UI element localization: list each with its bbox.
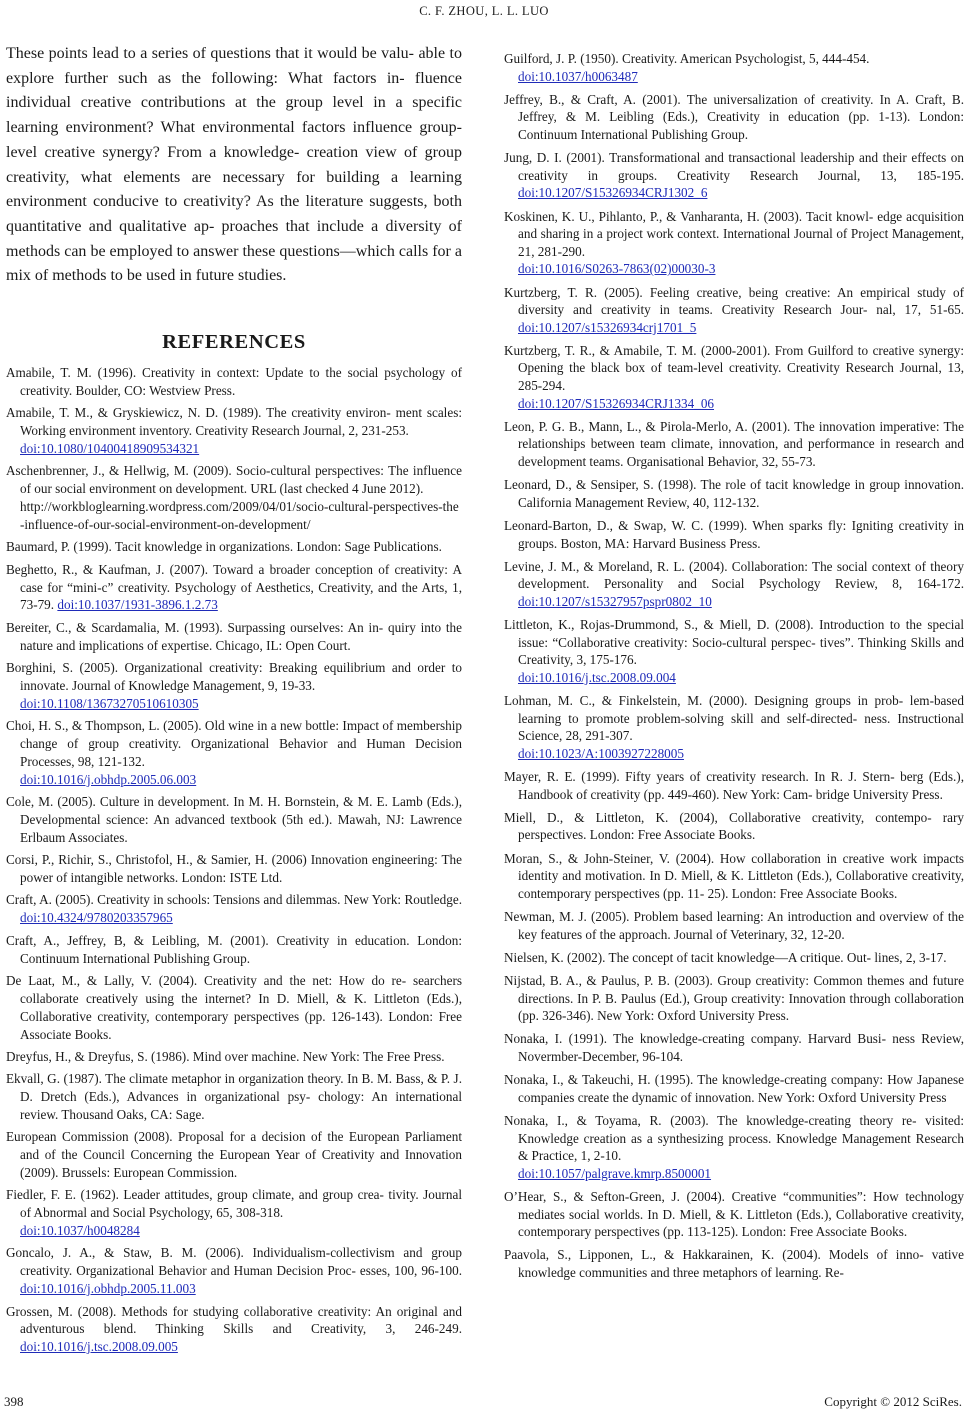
running-head: C. F. ZHOU, L. L. LUO [419, 4, 549, 18]
reference-text: Mayer, R. E. (1999). Fifty years of creativity research. In R. J. Stern- berg (Eds.), Handbook of creativity (pp. 449-460). New York: Cam- bridge University Press. [504, 769, 964, 802]
reference-text: Amabile, T. M. (1996). Creativity in context: Update to the social psychology of creativity. Boulder, CO: Westview Press. [6, 365, 462, 398]
reference-item [504, 949, 964, 967]
reference-text: Baumard, P. (1999). Tacit knowledge in organizations. London: Sage Publications. [6, 539, 442, 555]
reference-text: Jeffrey, B., & Craft, A. (2001). The universalization of creativity. In A. Craft, B. Jeffrey, & M. Leibling (Eds.), Creativity in education (pp. 1-13). London: Continuum International Publishing Group. [504, 91, 964, 142]
reference-item [504, 1112, 964, 1182]
reference-text: Kurtzberg, T. R., & Amabile, T. M. (2000-2001). From Guilford to creative synergy: Opening the black box of team-level creativity. Creativity Research Journal, 13, 285-294. [504, 342, 964, 394]
page-number: 398 [4, 1394, 24, 1409]
reference-item [504, 768, 964, 803]
references-list-right [504, 50, 964, 1281]
reference-item [6, 561, 462, 615]
reference-item [6, 1244, 462, 1298]
doi-link[interactable]: doi:10.1016/j.obhdp.2005.11.003 [20, 1281, 196, 1297]
reference-text: Nielsen, K. (2002). The concept of tacit knowledge—A critique. Out- lines, 2, 3-17. [504, 949, 947, 965]
reference-item [6, 851, 462, 887]
reference-item [6, 1128, 462, 1182]
reference-item [504, 476, 964, 511]
doi-link[interactable]: doi:10.1057/palgrave.kmrp.8500001 [518, 1165, 712, 1181]
reference-item [504, 1188, 964, 1241]
reference-item [504, 616, 964, 686]
reference-text: Leonard-Barton, D., & Swap, W. C. (1999). When sparks fly: Igniting creativity in groups. Boston, MA: Harvard Business Press. [504, 518, 964, 551]
reference-text: Nijstad, B. A., & Paulus, P. B. (2003). Group creativity: Common themes and future directions. In P. B. Paulus (Ed.), Group creativity: Innovation through collaboration (pp. 326-346). New York: Oxford University Press. [504, 973, 964, 1024]
reference-text: Jung, D. I. (2001). Transformational and transactional leadership and their effects on creativity in groups. Creativity Research Journal, 13, 185-195. [504, 150, 964, 183]
doi-link[interactable]: doi:10.1016/j.obhdp.2005.06.003 [20, 771, 197, 787]
reference-text: Levine, J. M., & Moreland, R. L. (2004). Collaboration: The social context of theory development. Personality and Social Psychology Review, 8, 164-172. [504, 558, 964, 592]
doi-link[interactable]: doi:10.1016/S0263-7863(02)00030-3 [518, 261, 716, 277]
reference-text: O’Hear, S., & Sefton-Green, J. (2004). Creative “communities”: How technology mediates social worlds. In D. Miell, & K. Littleton (Eds.), Collaborative creativity, contemporary perspectives (pp. 113-125). London: Free Associate Books. [504, 1188, 964, 1240]
reference-text: Goncalo, J. A., & Staw, B. M. (2006). Individualism-collectivism and group creativity. Organizational Behavior and Human Decision Proc- esses, 100, 96-100. [6, 1245, 462, 1279]
copyright-notice: Copyright © 2012 SciRes. [824, 1394, 962, 1409]
reference-text: Fiedler, F. E. (1962). Leader attitudes, group climate, and group crea- tivity. Journal of Abnormal and Social Psychology, 65, 308-318. [6, 1187, 462, 1221]
reference-text: Borghini, S. (2005). Organizational creativity: Breaking equilibrium and order to innovate. Journal of Knowledge Management, 9, 19-33. [6, 659, 462, 693]
reference-text: Leon, P. G. B., Mann, L., & Pirola-Merlo, A. (2001). The innovation imperative: The relationships between team climate, innovation, and performance in research and development teams. Organisational Behavior, 32, 55-73. [504, 418, 964, 470]
reference-item [504, 692, 964, 762]
reference-text: Miell, D., & Littleton, K. (2004), Collaborative creativity, contempo- rary perspectives. London: Free Associate Books. [504, 809, 964, 843]
reference-item [6, 932, 462, 968]
reference-item [6, 891, 462, 927]
reference-text: De Laat, M., & Lally, V. (2004). Creativity and the net: How do re- searchers collaborate creatively using the internet? In D. Miell, & K. Littleton (Eds.), Collaborative creativity, contemporary perspectives (pp. 126-143). London: Free Associate Books. [6, 972, 462, 1042]
reference-text: Corsi, P., Richir, S., Christofol, H., & Samier, H. (2006) Innovation engineering: The power of intangible networks. London: ISTE Ltd. [6, 852, 462, 886]
reference-text: Paavola, S., Lipponen, L., & Hakkarainen, K. (2004). Models of inno- vative knowledge communities and three metaphors of learning. Re- [504, 1247, 964, 1280]
references-list-left [6, 364, 462, 1356]
reference-text: Newman, M. J. (2005). Problem based learning: An introduction and overview of the key features of the approach. Journal of Veterinary, 32, 12-20. [504, 909, 964, 942]
reference-item [6, 462, 462, 534]
reference-text: Leonard, D., & Sensiper, S. (1998). The role of tacit knowledge in group innovation. California Management Review, 40, 112-132. [504, 477, 964, 510]
doi-link[interactable]: doi:10.1023/A:1003927228005 [518, 745, 684, 761]
doi-link[interactable]: doi:10.1080/10400418909534321 [20, 441, 200, 457]
body-paragraph: These points lead to a series of questions that it would be valu- able to explore further such as the following: What factors in- fluence individual creative contributions at the group level in a specific learning environment? What environmental factors influence group-level creative synergy? From a knowledge- creation view of group creativity, what elements are necessary for building a learning environment conducive to creativity? As the literature suggests, both quantitative and qualitative ap- proaches that include a diversity of methods can be employed to answer these questions—which calls for a mix of methods to be used in future studies. [6, 45, 462, 285]
reference-item [504, 850, 964, 903]
reference-text: Koskinen, K. U., Pihlanto, P., & Vanharanta, H. (2003). Tacit knowl- edge acquisition and sharing in a project work context. International Journal of Project Management, 21, 281-290. [504, 208, 964, 259]
reference-text: Aschenbrenner, J., & Hellwig, M. (2009). Socio-cultural perspectives: The influence of our social environment on development. URL (last checked 4 June 2012). [6, 463, 462, 497]
reference-text: Moran, S., & John-Steiner, V. (2004). How collaboration in creative work impacts identity and motivation. In D. Miell, & K. Littleton (Eds.), Collaborative creativity, contemporary perspectives (pp. 11- 25). London: Free Associate Books. [504, 850, 964, 901]
left-column [6, 42, 462, 1361]
doi-link[interactable]: doi:10.1108/13673270510610305 [20, 695, 199, 711]
reference-item [504, 558, 964, 611]
doi-link[interactable]: doi:10.1207/s15326934crj1701_5 [518, 319, 697, 335]
reference-text: Littleton, K., Rojas-Drummond, S., & Miell, D. (2008). Introduction to the special issue: “Collaborative creativity: Socio-cultural perspec- tives”. Thinking Skills and Creativity, 3, 175-176. [504, 617, 964, 668]
reference-text: Guilford, J. P. (1950). Creativity. American Psychologist, 5, 444-454. [504, 51, 870, 66]
reference-item [6, 1070, 462, 1124]
reference-text: Choi, H. S., & Thompson, L. (2005). Old wine in a new bottle: Impact of membership change of group creativity. Organizational Behavior and Human Decision Processes, 98, 121-132. [6, 718, 462, 769]
reference-text: Nonaka, I., & Toyama, R. (2003). The knowledge-creating theory re- visited: Knowledge creation as a synthesizing process. Knowledge Management Research & Practice, 1, 2-10. [504, 1112, 964, 1164]
reference-item [6, 793, 462, 847]
doi-link[interactable]: doi:10.1016/j.tsc.2008.09.005 [20, 1339, 178, 1355]
reference-item [6, 1303, 462, 1357]
reference-item [6, 1048, 462, 1066]
reference-text: Nonaka, I. (1991). The knowledge-creating company. Harvard Busi- ness Review, Novermber-December, 96-104. [504, 1031, 964, 1064]
doi-link[interactable]: doi:10.1207/S15326934CRJ1334_06 [518, 395, 715, 411]
reference-item [6, 1186, 462, 1240]
reference-item [504, 1071, 964, 1106]
reference-text: European Commission (2008). Proposal for a decision of the European Parliament and of the Council Concerning the European Year of Creativity and Innovation (2009). Brussels: European Commission. [6, 1129, 462, 1181]
reference-text: Ekvall, G. (1987). The climate metaphor in organization theory. In B. M. Bass, & P. J. D. Dretch (Eds.), Advances in organizational psy- chology: An international review. Thousand Oaks, CA: Sage. [6, 1071, 462, 1122]
reference-item [6, 659, 462, 713]
reference-item [504, 284, 964, 337]
reference-item [504, 50, 964, 85]
reference-text: Craft, A., Jeffrey, B, & Leibling, M. (2001). Creativity in education. London: Continuum International Publishing Group. [6, 932, 462, 966]
reference-item [6, 538, 462, 556]
reference-item [504, 342, 964, 412]
reference-item [504, 91, 964, 144]
reference-item [504, 208, 964, 278]
references-heading: REFERENCES [162, 331, 306, 354]
reference-item [504, 418, 964, 471]
reference-item [504, 517, 964, 552]
reference-item [504, 809, 964, 844]
doi-link[interactable]: doi:10.1037/1931-3896.1.2.73 [57, 597, 218, 613]
right-column [504, 50, 964, 1287]
reference-text: Grossen, M. (2008). Methods for studying collaborative creativity: An original and adventurous blend. Thinking Skills and Creativity, 3, 246-249. [6, 1303, 462, 1337]
doi-link[interactable]: doi:10.1037/h0063487 [518, 68, 638, 84]
reference-text: Lohman, M. C., & Finkelstein, M. (2000). Designing groups in prob- lem-based learning to promote problem-solving skill and self-directed- ness. Instructional Science, 28, 291-307. [504, 693, 964, 744]
reference-text: Dreyfus, H., & Dreyfus, S. (1986). Mind over machine. New York: The Free Press. [6, 1048, 445, 1064]
reference-item [6, 364, 462, 400]
reference-item [6, 972, 462, 1044]
reference-item [504, 1246, 964, 1281]
doi-link[interactable]: doi:10.4324/9780203357965 [20, 910, 173, 926]
reference-item [504, 149, 964, 202]
reference-item [6, 619, 462, 655]
reference-url[interactable]: http://workbloglearning.wordpress.com/2009/04/01/socio-cultural-perspectives-the-influence-of-our-social-environment-on-development/ [20, 499, 459, 533]
reference-text: Amabile, T. M., & Gryskiewicz, N. D. (1989). The creativity environ- ment scales: Working environment inventory. Creativity Research Journal, 2, 231-253. [6, 405, 462, 439]
doi-link[interactable]: doi:10.1016/j.tsc.2008.09.004 [518, 669, 676, 685]
reference-text: Cole, M. (2005). Culture in development. In M. H. Bornstein, & M. E. Lamb (Eds.), Developmental science: An advanced textbook (5th ed.). Mawah, NJ: Lawrence Erlbaum Associates. [6, 794, 462, 845]
reference-item [504, 972, 964, 1025]
doi-link[interactable]: doi:10.1207/s15327957pspr0802_10 [518, 593, 712, 609]
reference-text: Craft, A. (2005). Creativity in schools: Tensions and dilemmas. New York: Routledge. [6, 892, 462, 908]
reference-text: Beghetto, R., & Kaufman, J. (2007). Toward a broader conception of creativity: A case for “mini-c” creativity. Psychology of Aesthetics, Creativity, and the Arts, 1, 73-79. [6, 561, 462, 613]
reference-item [6, 717, 462, 789]
reference-item [504, 1030, 964, 1065]
reference-item [504, 908, 964, 943]
reference-item [6, 404, 462, 458]
doi-link[interactable]: doi:10.1207/S15326934CRJ1302_6 [518, 185, 708, 201]
reference-text: Nonaka, I., & Takeuchi, H. (1995). The knowledge-creating company: How Japanese companies create the dynamic of innovation. New York: Oxford University Press [504, 1072, 964, 1105]
doi-link[interactable]: doi:10.1037/h0048284 [20, 1223, 140, 1239]
reference-text: Kurtzberg, T. R. (2005). Feeling creative, being creative: An empirical study of diversity and creativity in teams. Creativity Research Jour- nal, 17, 51-65. [504, 284, 964, 318]
reference-text: Bereiter, C., & Scardamalia, M. (1993). Surpassing ourselves: An in- quiry into the nature and implications of expertise. Chicago, IL: Open Court. [6, 619, 462, 653]
